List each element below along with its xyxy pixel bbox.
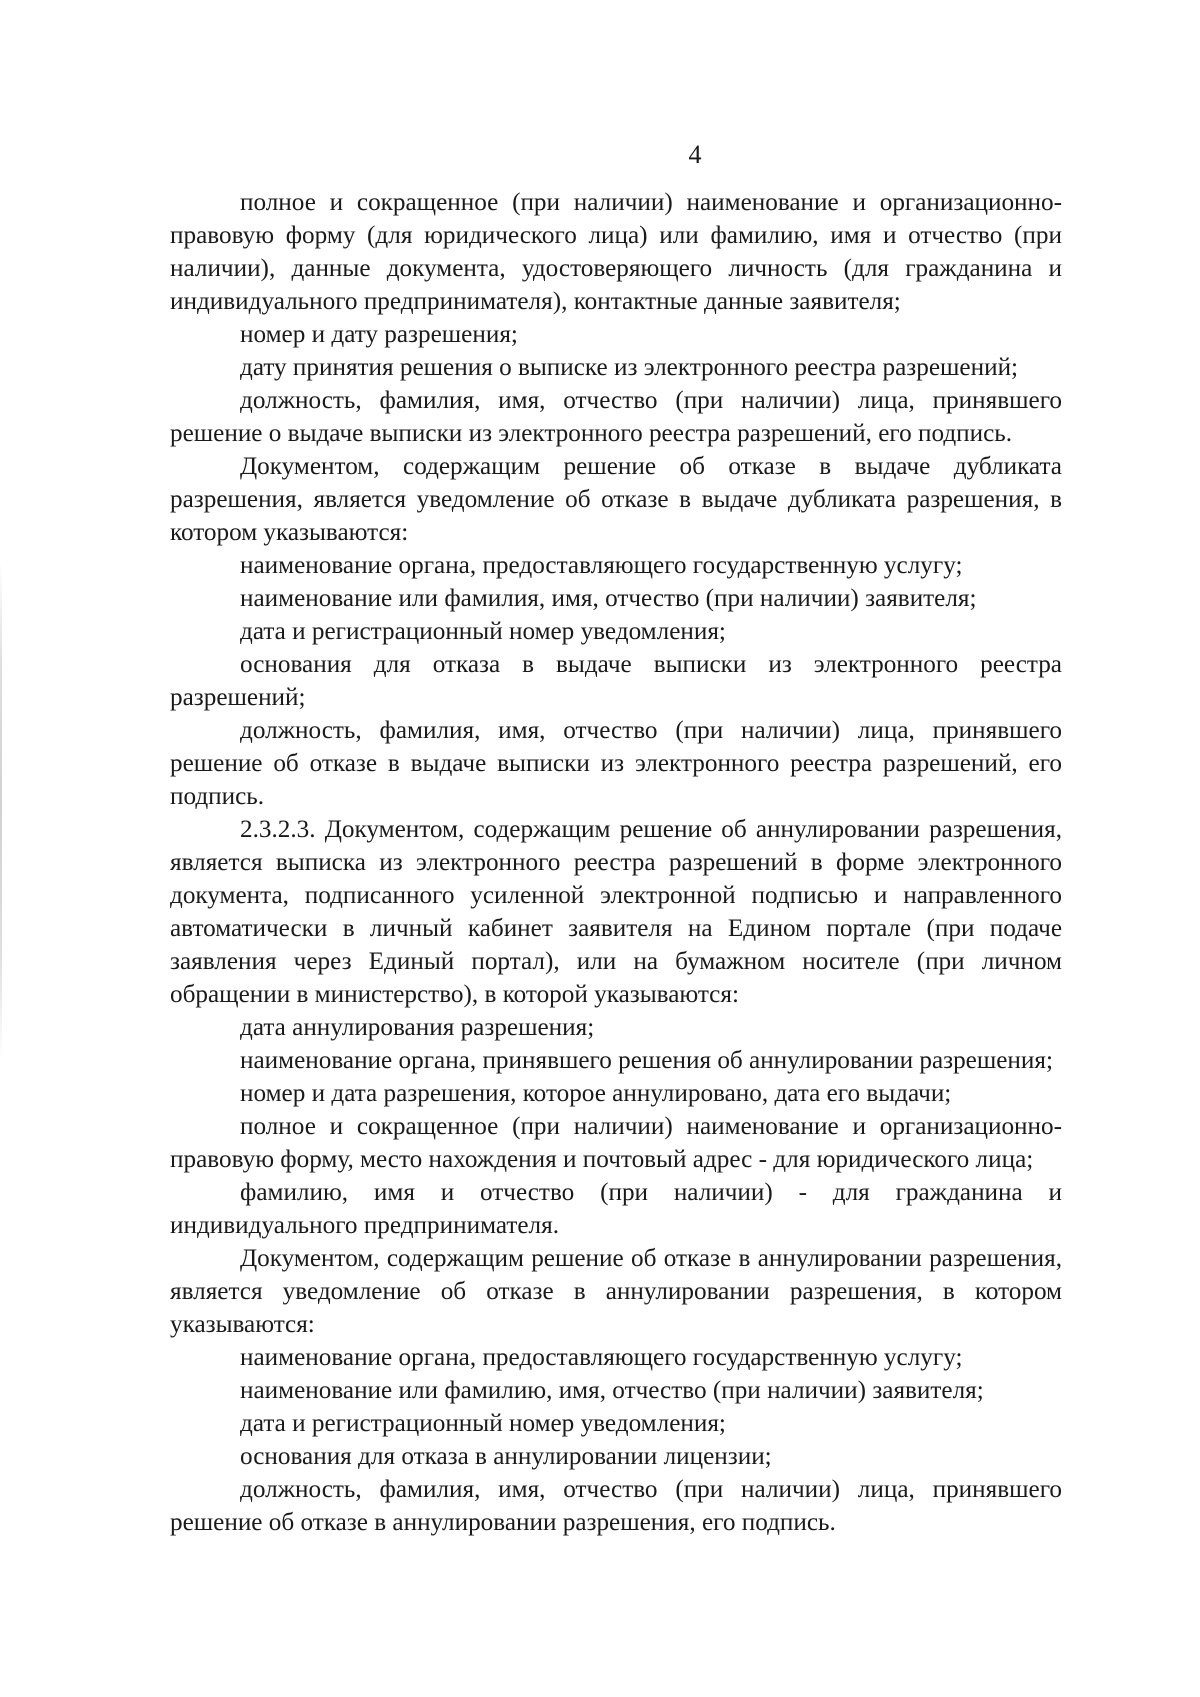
paragraph: дата и регистрационный номер уведомления; <box>240 1410 726 1437</box>
paragraph: наименование органа, принявшего решения об аннулировании разрешения; <box>240 1047 1053 1074</box>
paragraph: должность, фамилия, имя, отчество (при наличии) лица, принявшего решение об отказе в аннулировании разрешения, его подпись. <box>170 1476 1062 1536</box>
paragraph: Документом, содержащим решение об отказе в выдаче дубликата разрешения, является уведомление об отказе в выдаче дубликата разрешения, в котором указываются: <box>170 453 1062 546</box>
page-number: 4 <box>688 140 702 169</box>
paragraph: наименование органа, предоставляющего государственную услугу; <box>240 1344 963 1371</box>
paragraph: основания для отказа в аннулировании лицензии; <box>240 1443 772 1470</box>
paragraph: основания для отказа в выдаче выписки из электронного реестра разрешений; <box>170 651 1062 711</box>
paragraph: наименование или фамилия, имя, отчество (при наличии) заявителя; <box>240 585 977 612</box>
document-body <box>170 186 1062 1539</box>
paragraph: Документом, содержащим решение об отказе в аннулировании разрешения, является уведомление об отказе в аннулировании разрешения, в котором указываются: <box>170 1245 1062 1338</box>
paragraph: полное и сокращенное (при наличии) наименование и организационно-правовую форму (для юридического лица) или фамилию, имя и отчество (при наличии), данные документа, удостоверяющего личность (для гражданина и индивидуального предпринимателя), контактные данные заявителя; <box>170 189 1062 315</box>
paragraph: дата аннулирования разрешения; <box>240 1014 595 1041</box>
paragraph: фамилию, имя и отчество (при наличии) - для гражданина и индивидуального предпринимателя. <box>170 1179 1062 1239</box>
paragraph: полное и сокращенное (при наличии) наименование и организационно-правовую форму, место нахождения и почтовый адрес - для юридического лица; <box>170 1113 1062 1173</box>
paragraph: дата и регистрационный номер уведомления; <box>240 618 726 645</box>
paragraph: наименование органа, предоставляющего государственную услугу; <box>240 552 963 579</box>
section-paragraph: 2.3.2.3. Документом, содержащим решение об аннулировании разрешения, является выписка из электронного реестра разрешений в форме электронного документа, подписанного усиленной электронной подписью и направленного автоматически в личный кабинет заявителя на Едином портале (при подаче заявления через Единый портал), или на бумажном носителе (при личном обращении в министерство), в которой указываются: <box>170 816 1062 1008</box>
scan-edge-shadow <box>0 560 2 1060</box>
paragraph: номер и дату разрешения; <box>240 321 518 348</box>
paragraph: должность, фамилия, имя, отчество (при наличии) лица, принявшего решение о выдаче выписки из электронного реестра разрешений, его подпись. <box>170 387 1062 447</box>
paragraph: наименование или фамилию, имя, отчество (при наличии) заявителя; <box>240 1377 984 1404</box>
paragraph: дату принятия решения о выписке из электронного реестра разрешений; <box>240 354 1019 381</box>
paragraph: номер и дата разрешения, которое аннулировано, дата его выдачи; <box>240 1080 952 1107</box>
paragraph: должность, фамилия, имя, отчество (при наличии) лица, принявшего решение об отказе в выдаче выписки из электронного реестра разрешений, его подпись. <box>170 717 1062 810</box>
